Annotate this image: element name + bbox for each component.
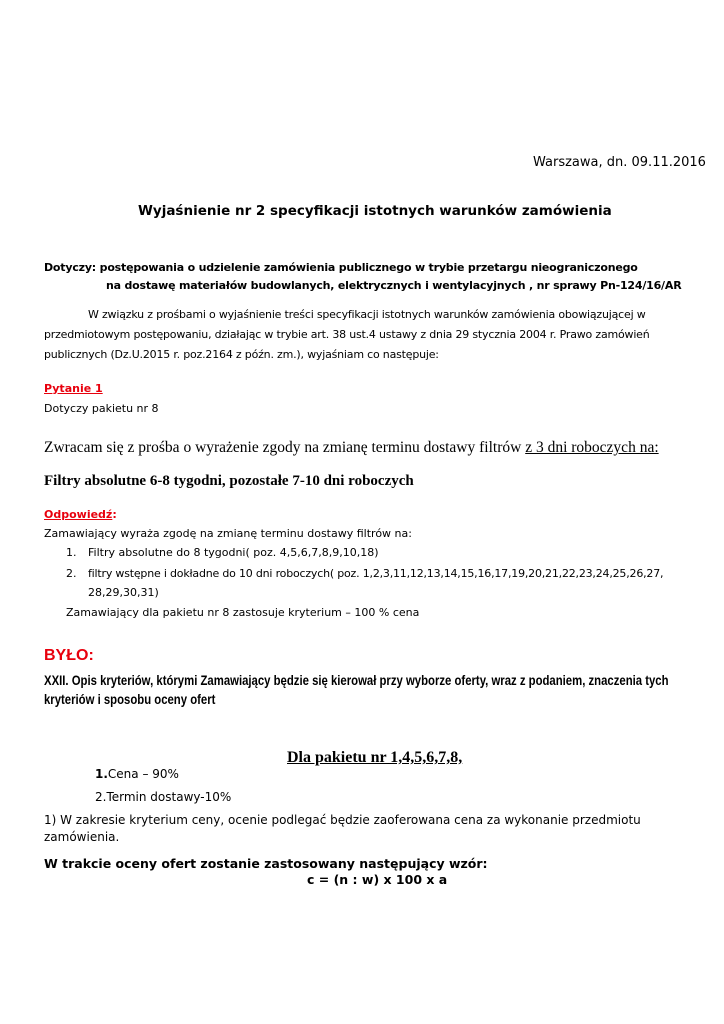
subject-line-2: na dostawę materiałów budowlanych, elektrycznych i wentylacyjnych , nr sprawy Pn-124/16/AR [106,279,682,292]
question-heading: Pytanie 1 [44,382,103,395]
bylo-heading: BYŁO: [44,647,94,664]
criterion-1-text: Cena – 90% [107,767,179,781]
answer-item-1-text: Filtry absolutne do 8 tygodni( poz. 4,5,6,7,8,9,10,18) [88,546,379,559]
answer-item-2-continuation: 28,29,30,31) [88,586,159,599]
package-heading: Dla pakietu nr 1,4,5,6,7,8, [287,749,463,766]
intro-line-2: przedmiotowym postępowaniu, działając w trybie art. 38 ust.4 ustawy z dnia 29 stycznia 2004 r. Prawo zamówień [44,328,650,341]
answer-criterion: Zamawiający dla pakietu nr 8 zastosuje kryterium – 100 % cena [66,606,420,619]
answer-heading [44,508,117,521]
formula: c = (n : w) x 100 x a [307,872,448,887]
question-text [44,439,659,457]
price-paragraph-line-1: 1) W zakresie kryterium ceny, ocenie podlegać będzie zaoferowana cena za wykonanie przedmiotu [44,813,641,827]
criterion-1-number: 1. [95,767,108,781]
subject-line-1: Dotyczy: postępowania o udzielenie zamówienia publicznego w trybie przetargu nieograniczonego [44,261,638,274]
date-line: Warszawa, dn. 09.11.2016 [533,155,706,170]
answer-item-2-number: 2. [66,567,77,580]
section-title-line-1: XXII. Opis kryteriów, którymi Zamawiający będzie się kierował przy wyborze oferty, wraz z podaniem, znaczenia tych [44,673,669,688]
criterion-2-text: Termin dostawy-10% [106,790,232,804]
question-text-underlined: z 3 dni roboczych na: [525,439,659,456]
document-title: Wyjaśnienie nr 2 specyfikacji istotnych warunków zamówienia [138,203,612,219]
question-filters: Filtry absolutne 6-8 tygodni, pozostałe 7-10 dni roboczych [44,473,414,489]
criterion-1 [95,767,179,781]
answer-heading-label: Odpowiedź [44,508,113,521]
question-text-main: Zwracam się z prośba o wyrażenie zgody na zmianę terminu dostawy filtrów [44,439,526,456]
question-package: Dotyczy pakietu nr 8 [44,402,159,415]
criterion-2-number: 2. [95,790,107,804]
answer-heading-suffix: : [112,508,117,521]
intro-line-1: W związku z prośbami o wyjaśnienie treści specyfikacji istotnych warunków zamówienia obowiązującej w [88,308,646,321]
answer-intro: Zamawiający wyraża zgodę na zmianę terminu dostawy filtrów na: [44,527,412,540]
formula-label: W trakcie oceny ofert zostanie zastosowany następujący wzór: [44,856,488,871]
section-title-line-2: kryteriów i sposobu oceny ofert [44,692,216,707]
criterion-2 [95,790,231,804]
price-paragraph-line-2: zamówienia. [44,830,120,844]
intro-line-3: publicznych (Dz.U.2015 r. poz.2164 z późn. zm.), wyjaśniam co następuje: [44,348,439,361]
answer-item-1-number: 1. [66,546,77,559]
answer-item-2-text: filtry wstępne i dokładne do 10 dni roboczych( poz. 1,2,3,11,12,13,14,15,16,17,19,20,21,22,23,24,25,26,27, [88,567,664,580]
